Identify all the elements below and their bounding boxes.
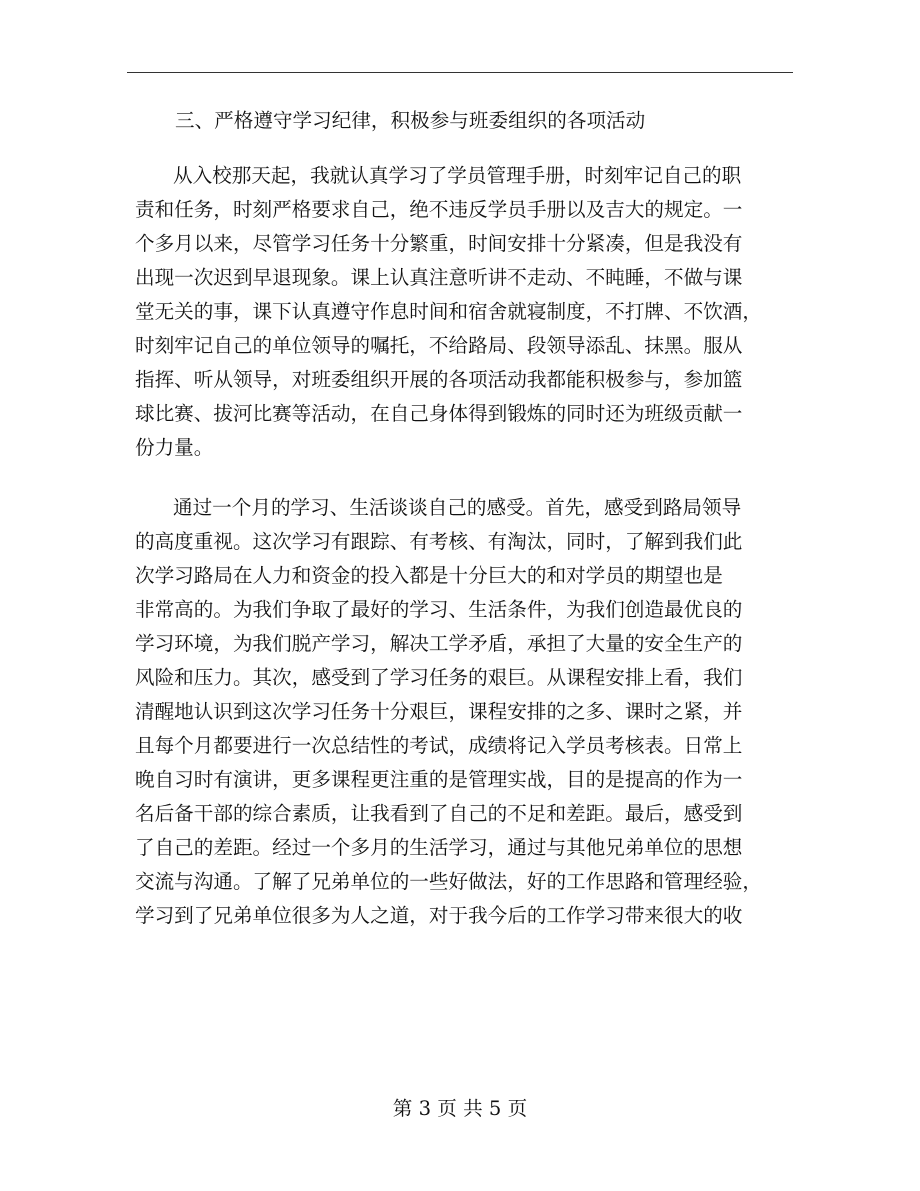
- text-line: 责和任务，时刻严格要求自己，绝不违反学员手册以及吉大的规定。一: [135, 198, 743, 221]
- text-line: 了自己的差距。经过一个多月的生活学习，通过与其他兄弟单位的思想: [135, 836, 743, 859]
- text-line: 清醒地认识到这次学习任务十分艰巨，课程安排的之多、课时之紧，并: [135, 700, 743, 723]
- text-line: 非常高的。为我们争取了最好的学习、生活条件，为我们创造最优良的: [135, 598, 743, 621]
- text-line: 交流与沟通。了解了兄弟单位的一些好做法，好的工作思路和管理经验，: [135, 870, 762, 893]
- text-line: 指挥、听从领导，对班委组织开展的各项活动我都能积极参与，参加篮: [135, 368, 743, 391]
- text-line: 风险和压力。其次，感受到了学习任务的艰巨。从课程安排上看，我们: [135, 666, 743, 689]
- text-line: 时刻牢记自己的单位领导的嘱托，不给路局、段领导添乱、抹黑。服从: [135, 334, 743, 357]
- text-line: 学习环境，为我们脱产学习，解决工学矛盾，承担了大量的安全生产的: [135, 632, 743, 655]
- header-rule: [127, 72, 793, 73]
- document-body: [135, 104, 795, 933]
- text-line: 晚自习时有演讲，更多课程更注重的是管理实战，目的是提高的作为一: [135, 768, 743, 791]
- paragraph-feelings: [135, 491, 795, 933]
- text-line: 次学习路局在人力和资金的投入都是十分巨大的和对学员的期望也是: [135, 564, 723, 587]
- text-line: 从入校那天起，我就认真学习了学员管理手册，时刻牢记自己的职: [173, 164, 742, 187]
- paragraph-discipline: [135, 159, 795, 465]
- text-line: 的高度重视。这次学习有跟踪、有考核、有淘汰，同时，了解到我们此: [135, 530, 743, 553]
- page-number-footer: 第 3 页 共 5 页: [392, 1097, 528, 1120]
- text-line: 个多月以来，尽管学习任务十分繁重，时间安排十分紧凑，但是我没有: [135, 232, 743, 255]
- text-line: 且每个月都要进行一次总结性的考试，成绩将记入学员考核表。日常上: [135, 734, 743, 757]
- text-line: 份力量。: [135, 436, 214, 459]
- text-line: 出现一次迟到早退现象。课上认真注意听讲不走动、不盹睡，不做与课: [135, 266, 743, 289]
- text-line: 学习到了兄弟单位很多为人之道，对于我今后的工作学习带来很大的收: [135, 904, 743, 927]
- text-line: 堂无关的事，课下认真遵守作息时间和宿舍就寝制度，不打牌、不饮酒，: [135, 300, 762, 323]
- section-heading: 三、严格遵守学习纪律，积极参与班委组织的各项活动: [175, 109, 646, 132]
- text-line: 通过一个月的学习、生活谈谈自己的感受。首先，感受到路局领导: [173, 496, 742, 519]
- text-line: 球比赛、拔河比赛等活动，在自己身体得到锻炼的同时还为班级贡献一: [135, 402, 743, 425]
- text-line: 名后备干部的综合素质，让我看到了自己的不足和差距。最后，感受到: [135, 802, 743, 825]
